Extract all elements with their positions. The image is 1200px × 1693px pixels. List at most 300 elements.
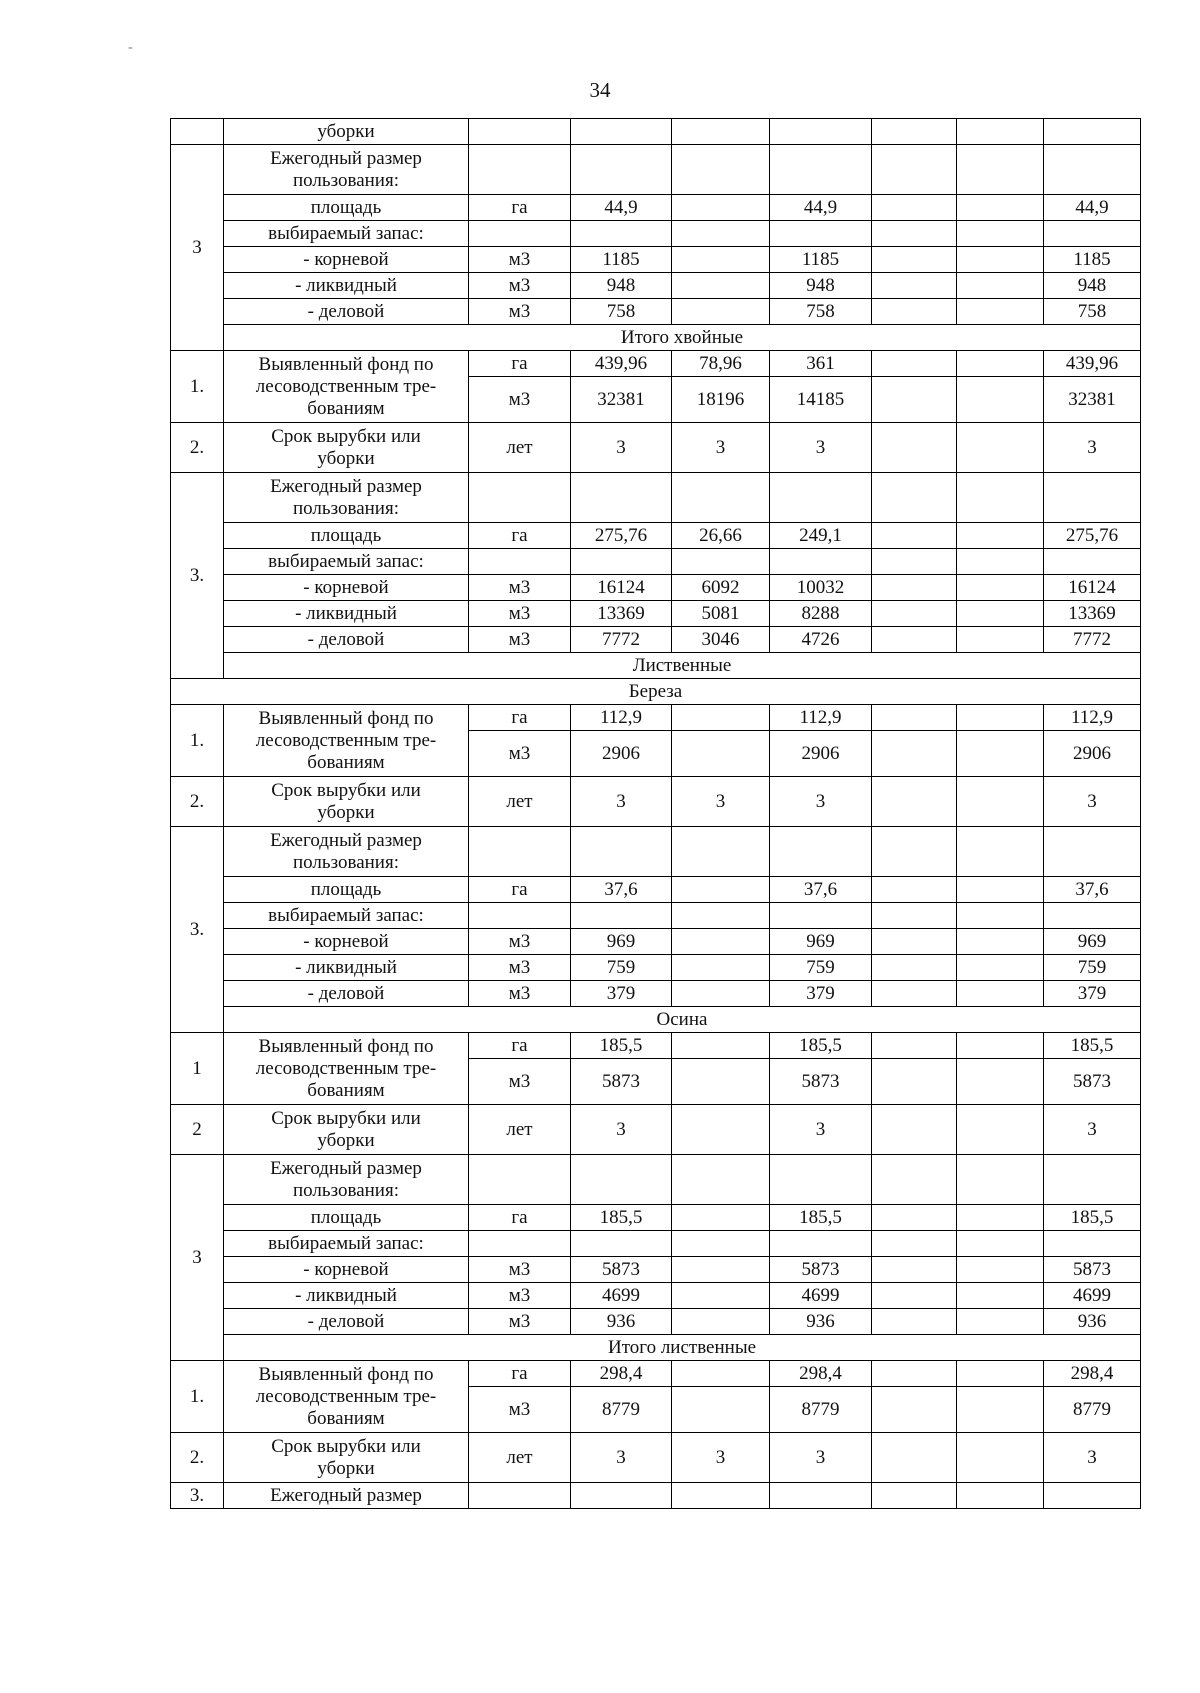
unit-cell [469, 903, 571, 929]
table-row [171, 1105, 1141, 1155]
value-total-cell: 44,9 [571, 195, 672, 221]
value-col4-cell [872, 627, 957, 653]
value-total-cell [571, 145, 672, 195]
value-col5-cell [957, 1483, 1044, 1509]
table-row [171, 273, 1141, 299]
table-row [171, 473, 1141, 523]
value-col5-cell [957, 903, 1044, 929]
value-col6-cell: 948 [1044, 273, 1141, 299]
value-col2-cell [672, 1309, 770, 1335]
table-row [171, 1155, 1141, 1205]
value-col6-cell [1044, 119, 1141, 145]
unit-cell: га [469, 1033, 571, 1059]
value-col5-cell [957, 877, 1044, 903]
row-label: - деловой [224, 299, 469, 325]
unit-cell: га [469, 1205, 571, 1231]
row-label: Ежегодный размер [224, 1483, 469, 1509]
value-col6-cell [1044, 473, 1141, 523]
row-number: 3 [171, 145, 224, 351]
value-col3-cell: 948 [770, 273, 872, 299]
value-col4-cell [872, 145, 957, 195]
unit-cell: м3 [469, 1257, 571, 1283]
value-col5-cell [957, 1155, 1044, 1205]
table-row [171, 1231, 1141, 1257]
value-col3-cell [770, 903, 872, 929]
value-col2-cell [672, 1105, 770, 1155]
value-col2-cell [672, 549, 770, 575]
row-label: - корневой [224, 575, 469, 601]
value-col3-cell: 361 [770, 351, 872, 377]
value-col6-cell: 439,96 [1044, 351, 1141, 377]
table-row [171, 601, 1141, 627]
value-col3-cell: 379 [770, 981, 872, 1007]
value-col6-cell: 758 [1044, 299, 1141, 325]
value-col6-cell [1044, 549, 1141, 575]
value-col3-cell: 4699 [770, 1283, 872, 1309]
value-col5-cell [957, 705, 1044, 731]
table-row [171, 827, 1141, 877]
value-col6-cell: 44,9 [1044, 195, 1141, 221]
value-col5-cell [957, 1231, 1044, 1257]
section-header: Береза [171, 679, 1141, 705]
section-header-row [171, 679, 1141, 705]
value-col5-cell [957, 627, 1044, 653]
row-label: выбираемый запас: [224, 1231, 469, 1257]
unit-cell [469, 473, 571, 523]
row-number: 3. [171, 1483, 224, 1509]
unit-cell: м3 [469, 1059, 571, 1105]
value-col6-cell: 185,5 [1044, 1033, 1141, 1059]
value-col3-cell: 1185 [770, 247, 872, 273]
row-label: Выявленный фонд по лесоводственным тре- бованиям [224, 1361, 469, 1433]
row-label: Выявленный фонд по лесоводственным тре- бованиям [224, 1033, 469, 1105]
value-col3-cell: 969 [770, 929, 872, 955]
row-number: 1. [171, 705, 224, 777]
value-col4-cell [872, 1361, 957, 1387]
unit-cell [469, 221, 571, 247]
value-col2-cell [672, 1387, 770, 1433]
value-total-cell [571, 473, 672, 523]
table-row [171, 119, 1141, 145]
value-col3-cell: 185,5 [770, 1205, 872, 1231]
value-col6-cell: 16124 [1044, 575, 1141, 601]
value-col6-cell: 379 [1044, 981, 1141, 1007]
table-row [171, 423, 1141, 473]
value-col4-cell [872, 877, 957, 903]
value-col3-cell: 185,5 [770, 1033, 872, 1059]
value-col2-cell [672, 827, 770, 877]
unit-cell: м3 [469, 247, 571, 273]
table-row [171, 1257, 1141, 1283]
value-col3-cell [770, 119, 872, 145]
row-label: - ликвидный [224, 1283, 469, 1309]
value-col2-cell [672, 877, 770, 903]
value-total-cell [571, 119, 672, 145]
value-col6-cell: 275,76 [1044, 523, 1141, 549]
value-col2-cell [672, 273, 770, 299]
value-col3-cell [770, 1155, 872, 1205]
row-label: Ежегодный размер пользования: [224, 1155, 469, 1205]
value-total-cell: 185,5 [571, 1033, 672, 1059]
value-col2-cell [672, 299, 770, 325]
value-total-cell [571, 549, 672, 575]
value-total-cell: 185,5 [571, 1205, 672, 1231]
value-total-cell: 3 [571, 423, 672, 473]
value-col3-cell [770, 1483, 872, 1509]
value-col5-cell [957, 1033, 1044, 1059]
value-col2-cell [672, 119, 770, 145]
table-row [171, 1283, 1141, 1309]
value-col5-cell [957, 273, 1044, 299]
value-col6-cell [1044, 221, 1141, 247]
row-label: Ежегодный размер пользования: [224, 145, 469, 195]
unit-cell: м3 [469, 273, 571, 299]
value-col3-cell: 3 [770, 1105, 872, 1155]
value-col3-cell: 936 [770, 1309, 872, 1335]
table-row [171, 549, 1141, 575]
value-col2-cell [672, 221, 770, 247]
row-label: Срок вырубки или уборки [224, 423, 469, 473]
value-total-cell: 112,9 [571, 705, 672, 731]
value-col3-cell [770, 221, 872, 247]
unit-cell [469, 1231, 571, 1257]
row-label: - деловой [224, 1309, 469, 1335]
unit-cell: га [469, 351, 571, 377]
value-col4-cell [872, 247, 957, 273]
unit-cell [469, 1155, 571, 1205]
unit-cell [469, 1483, 571, 1509]
value-total-cell: 298,4 [571, 1361, 672, 1387]
table-row [171, 903, 1141, 929]
value-col4-cell [872, 777, 957, 827]
value-col6-cell: 13369 [1044, 601, 1141, 627]
value-col3-cell: 2906 [770, 731, 872, 777]
value-col4-cell [872, 601, 957, 627]
row-number: 1. [171, 351, 224, 423]
unit-cell: лет [469, 777, 571, 827]
value-col4-cell [872, 731, 957, 777]
value-col4-cell [872, 351, 957, 377]
value-col2-cell: 18196 [672, 377, 770, 423]
section-header: Осина [224, 1007, 1141, 1033]
unit-cell: м3 [469, 601, 571, 627]
value-col6-cell [1044, 827, 1141, 877]
unit-cell: м3 [469, 377, 571, 423]
unit-cell [469, 119, 571, 145]
unit-cell: га [469, 195, 571, 221]
value-col5-cell [957, 247, 1044, 273]
value-col3-cell: 112,9 [770, 705, 872, 731]
value-col5-cell [957, 575, 1044, 601]
page-number: 34 [589, 78, 611, 102]
unit-cell: м3 [469, 1283, 571, 1309]
value-total-cell: 948 [571, 273, 672, 299]
value-total-cell [571, 1483, 672, 1509]
value-col3-cell: 8288 [770, 601, 872, 627]
row-label: площадь [224, 195, 469, 221]
table-row [171, 523, 1141, 549]
value-col2-cell [672, 981, 770, 1007]
unit-cell [469, 549, 571, 575]
unit-cell: лет [469, 1105, 571, 1155]
unit-cell: м3 [469, 929, 571, 955]
value-col5-cell [957, 1433, 1044, 1483]
value-col3-cell [770, 473, 872, 523]
table-row [171, 145, 1141, 195]
value-col5-cell [957, 119, 1044, 145]
row-label: - корневой [224, 247, 469, 273]
unit-cell: м3 [469, 299, 571, 325]
value-col6-cell: 298,4 [1044, 1361, 1141, 1387]
table-row [171, 247, 1141, 273]
unit-cell: м3 [469, 1309, 571, 1335]
value-col3-cell: 5873 [770, 1257, 872, 1283]
unit-cell: м3 [469, 627, 571, 653]
value-col5-cell [957, 1059, 1044, 1105]
value-col5-cell [957, 827, 1044, 877]
value-total-cell: 4699 [571, 1283, 672, 1309]
value-col5-cell [957, 145, 1044, 195]
value-col2-cell [672, 247, 770, 273]
value-col5-cell [957, 351, 1044, 377]
value-col4-cell [872, 955, 957, 981]
value-total-cell: 275,76 [571, 523, 672, 549]
value-col5-cell [957, 423, 1044, 473]
table-row [171, 1205, 1141, 1231]
value-col4-cell [872, 1059, 957, 1105]
value-col2-cell [672, 1059, 770, 1105]
table-row [171, 299, 1141, 325]
value-col2-cell: 3046 [672, 627, 770, 653]
value-col5-cell [957, 1105, 1044, 1155]
row-label: Выявленный фонд по лесоводственным тре- бованиям [224, 705, 469, 777]
value-col4-cell [872, 1033, 957, 1059]
row-label: Срок вырубки или уборки [224, 1433, 469, 1483]
value-col4-cell [872, 929, 957, 955]
value-col5-cell [957, 731, 1044, 777]
value-col3-cell: 8779 [770, 1387, 872, 1433]
value-col2-cell: 3 [672, 1433, 770, 1483]
table-row [171, 981, 1141, 1007]
unit-cell: м3 [469, 1387, 571, 1433]
value-total-cell: 3 [571, 777, 672, 827]
row-number: 2 [171, 1105, 224, 1155]
value-col2-cell [672, 1257, 770, 1283]
value-col4-cell [872, 299, 957, 325]
value-col3-cell: 37,6 [770, 877, 872, 903]
value-total-cell [571, 1231, 672, 1257]
value-col3-cell [770, 549, 872, 575]
value-col2-cell: 3 [672, 423, 770, 473]
value-col2-cell [672, 731, 770, 777]
table-row [171, 221, 1141, 247]
table-row [171, 195, 1141, 221]
value-total-cell: 13369 [571, 601, 672, 627]
row-label: - деловой [224, 627, 469, 653]
table-row [171, 777, 1141, 827]
unit-cell: м3 [469, 575, 571, 601]
value-col2-cell [672, 1283, 770, 1309]
value-col3-cell: 5873 [770, 1059, 872, 1105]
value-col6-cell: 5873 [1044, 1059, 1141, 1105]
value-col2-cell: 78,96 [672, 351, 770, 377]
value-col3-cell: 758 [770, 299, 872, 325]
value-total-cell: 37,6 [571, 877, 672, 903]
value-col5-cell [957, 1387, 1044, 1433]
value-col6-cell: 7772 [1044, 627, 1141, 653]
row-number: 3 [171, 1155, 224, 1361]
row-number: 3. [171, 473, 224, 679]
row-label: площадь [224, 877, 469, 903]
value-col3-cell: 14185 [770, 377, 872, 423]
row-number: 2. [171, 423, 224, 473]
value-total-cell: 969 [571, 929, 672, 955]
value-col6-cell: 4699 [1044, 1283, 1141, 1309]
value-total-cell: 32381 [571, 377, 672, 423]
row-number: 1. [171, 1361, 224, 1433]
value-col3-cell [770, 827, 872, 877]
scan-mark: - [128, 40, 133, 55]
row-label: - корневой [224, 1257, 469, 1283]
value-col2-cell [672, 195, 770, 221]
row-label: Выявленный фонд по лесоводственным тре- бованиям [224, 351, 469, 423]
value-col2-cell [672, 1483, 770, 1509]
value-total-cell: 7772 [571, 627, 672, 653]
value-col4-cell [872, 1105, 957, 1155]
value-total-cell: 5873 [571, 1059, 672, 1105]
value-col4-cell [872, 981, 957, 1007]
section-header: Лиственные [224, 653, 1141, 679]
value-total-cell: 8779 [571, 1387, 672, 1433]
value-col6-cell: 112,9 [1044, 705, 1141, 731]
value-col6-cell: 32381 [1044, 377, 1141, 423]
value-col3-cell: 298,4 [770, 1361, 872, 1387]
forest-use-table [170, 118, 1141, 1509]
row-label: Срок вырубки или уборки [224, 777, 469, 827]
table-row [171, 1033, 1141, 1059]
value-col6-cell [1044, 1155, 1141, 1205]
value-col4-cell [872, 1483, 957, 1509]
value-col2-cell: 26,66 [672, 523, 770, 549]
value-total-cell [571, 1155, 672, 1205]
table-row [171, 1483, 1141, 1509]
value-col2-cell: 6092 [672, 575, 770, 601]
value-col6-cell [1044, 1231, 1141, 1257]
value-col4-cell [872, 1257, 957, 1283]
value-total-cell [571, 903, 672, 929]
unit-cell: лет [469, 1433, 571, 1483]
value-col5-cell [957, 195, 1044, 221]
value-col4-cell [872, 1309, 957, 1335]
value-col4-cell [872, 827, 957, 877]
value-total-cell [571, 221, 672, 247]
value-col6-cell: 3 [1044, 423, 1141, 473]
value-col4-cell [872, 903, 957, 929]
table-row [171, 929, 1141, 955]
value-col3-cell: 4726 [770, 627, 872, 653]
value-col5-cell [957, 1257, 1044, 1283]
value-col4-cell [872, 575, 957, 601]
value-col3-cell: 3 [770, 423, 872, 473]
value-col3-cell: 249,1 [770, 523, 872, 549]
value-col5-cell [957, 221, 1044, 247]
value-col2-cell [672, 929, 770, 955]
value-col6-cell: 3 [1044, 1433, 1141, 1483]
value-col3-cell [770, 145, 872, 195]
value-col2-cell [672, 1033, 770, 1059]
value-col2-cell [672, 1231, 770, 1257]
value-col3-cell: 3 [770, 1433, 872, 1483]
table-body [171, 119, 1141, 1509]
table-row [171, 1361, 1141, 1387]
value-col6-cell: 759 [1044, 955, 1141, 981]
section-header-row [171, 325, 1141, 351]
value-col4-cell [872, 705, 957, 731]
row-label: Срок вырубки или уборки [224, 1105, 469, 1155]
row-number [171, 119, 224, 145]
value-col6-cell: 185,5 [1044, 1205, 1141, 1231]
value-col4-cell [872, 1283, 957, 1309]
value-col4-cell [872, 1155, 957, 1205]
unit-cell: га [469, 705, 571, 731]
value-col5-cell [957, 523, 1044, 549]
section-header: Итого лиственные [224, 1335, 1141, 1361]
value-total-cell: 379 [571, 981, 672, 1007]
value-col3-cell [770, 1231, 872, 1257]
table-row [171, 955, 1141, 981]
value-col5-cell [957, 981, 1044, 1007]
value-total-cell [571, 827, 672, 877]
value-col2-cell [672, 705, 770, 731]
value-col2-cell [672, 955, 770, 981]
value-total-cell: 1185 [571, 247, 672, 273]
row-label: Ежегодный размер пользования: [224, 827, 469, 877]
value-col4-cell [872, 1433, 957, 1483]
value-col2-cell [672, 145, 770, 195]
value-col5-cell [957, 929, 1044, 955]
value-total-cell: 3 [571, 1105, 672, 1155]
row-label: площадь [224, 1205, 469, 1231]
value-col3-cell: 3 [770, 777, 872, 827]
value-col5-cell [957, 777, 1044, 827]
value-col2-cell [672, 903, 770, 929]
section-header-row [171, 1335, 1141, 1361]
value-total-cell: 5873 [571, 1257, 672, 1283]
value-col6-cell [1044, 145, 1141, 195]
value-col4-cell [872, 549, 957, 575]
unit-cell: м3 [469, 981, 571, 1007]
row-label: - деловой [224, 981, 469, 1007]
value-col3-cell: 44,9 [770, 195, 872, 221]
value-total-cell: 759 [571, 955, 672, 981]
value-total-cell: 16124 [571, 575, 672, 601]
unit-cell [469, 827, 571, 877]
row-label: площадь [224, 523, 469, 549]
value-col5-cell [957, 473, 1044, 523]
row-label: Ежегодный размер пользования: [224, 473, 469, 523]
row-label: - корневой [224, 929, 469, 955]
value-col6-cell: 969 [1044, 929, 1141, 955]
row-number: 2. [171, 1433, 224, 1483]
unit-cell: га [469, 523, 571, 549]
row-number: 1 [171, 1033, 224, 1105]
value-col6-cell: 8779 [1044, 1387, 1141, 1433]
table-row [171, 627, 1141, 653]
value-total-cell: 936 [571, 1309, 672, 1335]
value-col5-cell [957, 377, 1044, 423]
unit-cell: га [469, 877, 571, 903]
value-col3-cell: 10032 [770, 575, 872, 601]
